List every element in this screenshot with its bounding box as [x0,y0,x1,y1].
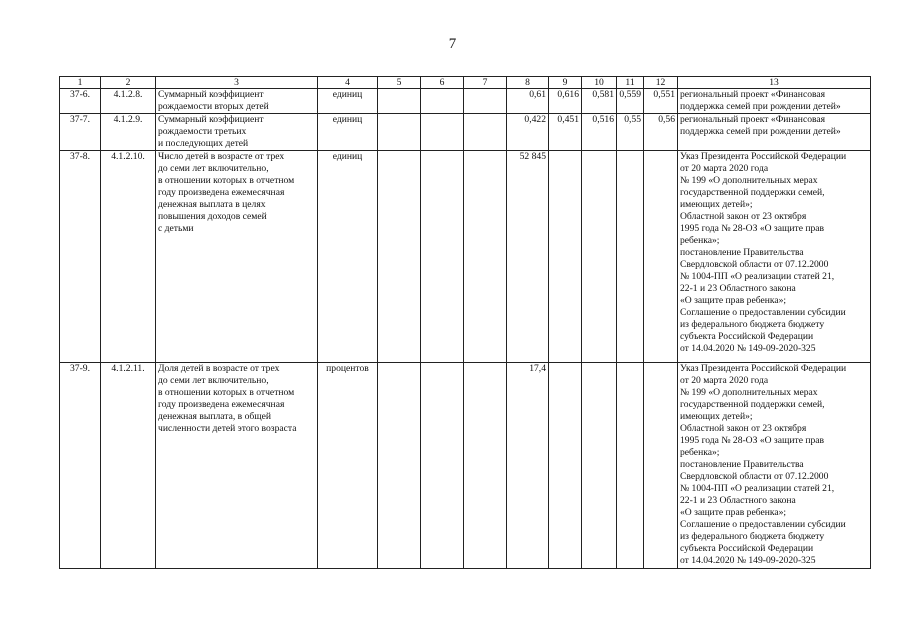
source-document-line: Областной закон от 23 октября [680,211,807,222]
indicator-code-cell: 4.1.2.9. [101,114,156,151]
page-number: 7 [448,36,457,52]
col-header-1: 1 [60,77,101,89]
col-header-7: 7 [464,77,507,89]
source-document-line: от 14.04.2020 № 149-09-2020-325 [680,555,816,566]
source-document-line: Указ Президента Российской Федерации [680,151,847,162]
indicator-name-line: в отношении которых в отчетном [158,175,295,186]
source-document-line: Соглашение о предоставлении субсидии [680,307,846,318]
source-document-line: имеющих детей»; [680,411,753,422]
value-col5-cell [378,363,421,569]
indicator-name-line: до семи лет включительно, [158,375,269,386]
indicator-code-cell: 4.1.2.8. [101,89,156,114]
source-document-line: имеющих детей»; [680,199,753,210]
indicator-name-cell [156,363,318,569]
column-number-row [60,77,871,89]
source-document-line: ребенка»; [680,235,720,246]
row-number-cell: 37-8. [60,151,101,363]
value-col8-cell: 17,4 [507,363,549,569]
col-header-4: 4 [318,77,378,89]
value-col8-cell: 52 845 [507,151,549,363]
source-document-line: региональный проект «Финансовая [680,114,826,125]
col-header-11: 11 [617,77,644,89]
source-document-cell [678,151,871,363]
value-col6-cell [421,89,464,114]
value-col10-cell [582,363,617,569]
source-document-line: Свердловской области от 07.12.2000 [680,259,829,270]
source-document-line: от 20 марта 2020 года [680,163,769,174]
source-document-line: Указ Президента Российской Федерации [680,363,847,374]
value-col10-cell: 0,516 [582,114,617,151]
table-row [60,363,871,569]
source-document-line: Соглашение о предоставлении субсидии [680,519,846,530]
source-document-line: от 20 марта 2020 года [680,375,769,386]
indicator-name-line: с детьми [158,223,194,234]
unit-cell: единиц [318,89,378,114]
unit-cell: единиц [318,114,378,151]
indicator-name-line: Число детей в возрасте от трех [158,151,285,162]
value-col5-cell [378,89,421,114]
row-number-cell: 37-9. [60,363,101,569]
indicator-name-line: Суммарный коэффициент [158,114,264,125]
col-header-10: 10 [582,77,617,89]
source-document-line: ребенка»; [680,447,720,458]
source-document-cell [678,114,871,151]
value-col7-cell [464,114,507,151]
row-number-cell: 37-6. [60,89,101,114]
table-row [60,151,871,363]
value-col12-cell [644,363,678,569]
indicator-name-line: году произведена ежемесячная [158,399,285,410]
source-document-line: «О защите прав ребенка»; [680,507,787,518]
indicator-code-cell: 4.1.2.10. [101,151,156,363]
value-col8-cell: 0,61 [507,89,549,114]
source-document-line: постановление Правительства [680,459,804,470]
source-document-line: 22-1 и 23 Областного закона [680,283,796,294]
source-document-line: поддержка семей при рождении детей» [680,126,841,137]
source-document-cell [678,363,871,569]
value-col5-cell [378,114,421,151]
source-document-line: государственной поддержки семей, [680,399,825,410]
indicator-name-cell [156,89,318,114]
value-col10-cell [582,151,617,363]
indicator-name-line: рождаемости вторых детей [158,101,269,112]
value-col12-cell: 0,551 [644,89,678,114]
source-document-line: 1995 года № 28-ОЗ «О защите прав [680,223,825,234]
col-header-12: 12 [644,77,678,89]
value-col9-cell: 0,451 [549,114,582,151]
unit-cell: единиц [318,151,378,363]
value-col7-cell [464,363,507,569]
indicator-code-cell: 4.1.2.11. [101,363,156,569]
source-document-line: № 199 «О дополнительных мерах [680,175,818,186]
value-col9-cell [549,363,582,569]
source-document-line: постановление Правительства [680,247,804,258]
source-document-line: № 199 «О дополнительных мерах [680,387,818,398]
indicator-table [59,76,871,569]
source-document-line: 1995 года № 28-ОЗ «О защите прав [680,435,825,446]
indicator-name-line: Доля детей в возрасте от трех [158,363,280,374]
unit-cell: процентов [318,363,378,569]
table-row [60,114,871,151]
value-col11-cell: 0,559 [617,89,644,114]
source-document-line: от 14.04.2020 № 149-09-2020-325 [680,343,816,354]
table-row [60,89,871,114]
source-document-line: «О защите прав ребенка»; [680,295,787,306]
source-document-line: субъекта Российской Федерации [680,331,814,342]
indicator-name-line: году произведена ежемесячная [158,187,285,198]
col-header-5: 5 [378,77,421,89]
col-header-13: 13 [678,77,871,89]
indicator-name-line: Суммарный коэффициент [158,89,264,100]
value-col8-cell: 0,422 [507,114,549,151]
source-document-line: Областной закон от 23 октября [680,423,807,434]
source-document-line: № 1004-ПП «О реализации статей 21, [680,271,835,282]
col-header-9: 9 [549,77,582,89]
value-col10-cell: 0,581 [582,89,617,114]
value-col7-cell [464,89,507,114]
indicator-name-cell [156,114,318,151]
value-col9-cell: 0,616 [549,89,582,114]
value-col5-cell [378,151,421,363]
indicator-name-line: и последующих детей [158,138,249,149]
value-col9-cell [549,151,582,363]
source-document-line: из федерального бюджета бюджету [680,319,825,330]
value-col6-cell [421,114,464,151]
source-document-line: государственной поддержки семей, [680,187,825,198]
row-number-cell: 37-7. [60,114,101,151]
col-header-2: 2 [101,77,156,89]
value-col11-cell: 0,55 [617,114,644,151]
value-col12-cell: 0,56 [644,114,678,151]
source-document-cell [678,89,871,114]
col-header-6: 6 [421,77,464,89]
value-col12-cell [644,151,678,363]
value-col11-cell [617,151,644,363]
source-document-line: Свердловской области от 07.12.2000 [680,471,829,482]
value-col6-cell [421,151,464,363]
value-col7-cell [464,151,507,363]
source-document-line: субъекта Российской Федерации [680,543,814,554]
value-col6-cell [421,363,464,569]
source-document-line: региональный проект «Финансовая [680,89,826,100]
indicator-name-line: денежная выплата в целях [158,199,266,210]
source-document-line: 22-1 и 23 Областного закона [680,495,796,506]
source-document-line: поддержка семей при рождении детей» [680,101,841,112]
col-header-3: 3 [156,77,318,89]
indicator-name-line: до семи лет включительно, [158,163,269,174]
source-document-line: из федерального бюджета бюджету [680,531,825,542]
source-document-line: № 1004-ПП «О реализации статей 21, [680,483,835,494]
indicator-name-line: численности детей этого возраста [158,423,297,434]
indicator-name-line: в отношении которых в отчетном [158,387,295,398]
indicator-name-line: повышения доходов семей [158,211,267,222]
indicator-name-cell [156,151,318,363]
indicator-name-line: денежная выплата, в общей [158,411,272,422]
value-col11-cell [617,363,644,569]
col-header-8: 8 [507,77,549,89]
indicator-name-line: рождаемости третьих [158,126,247,137]
